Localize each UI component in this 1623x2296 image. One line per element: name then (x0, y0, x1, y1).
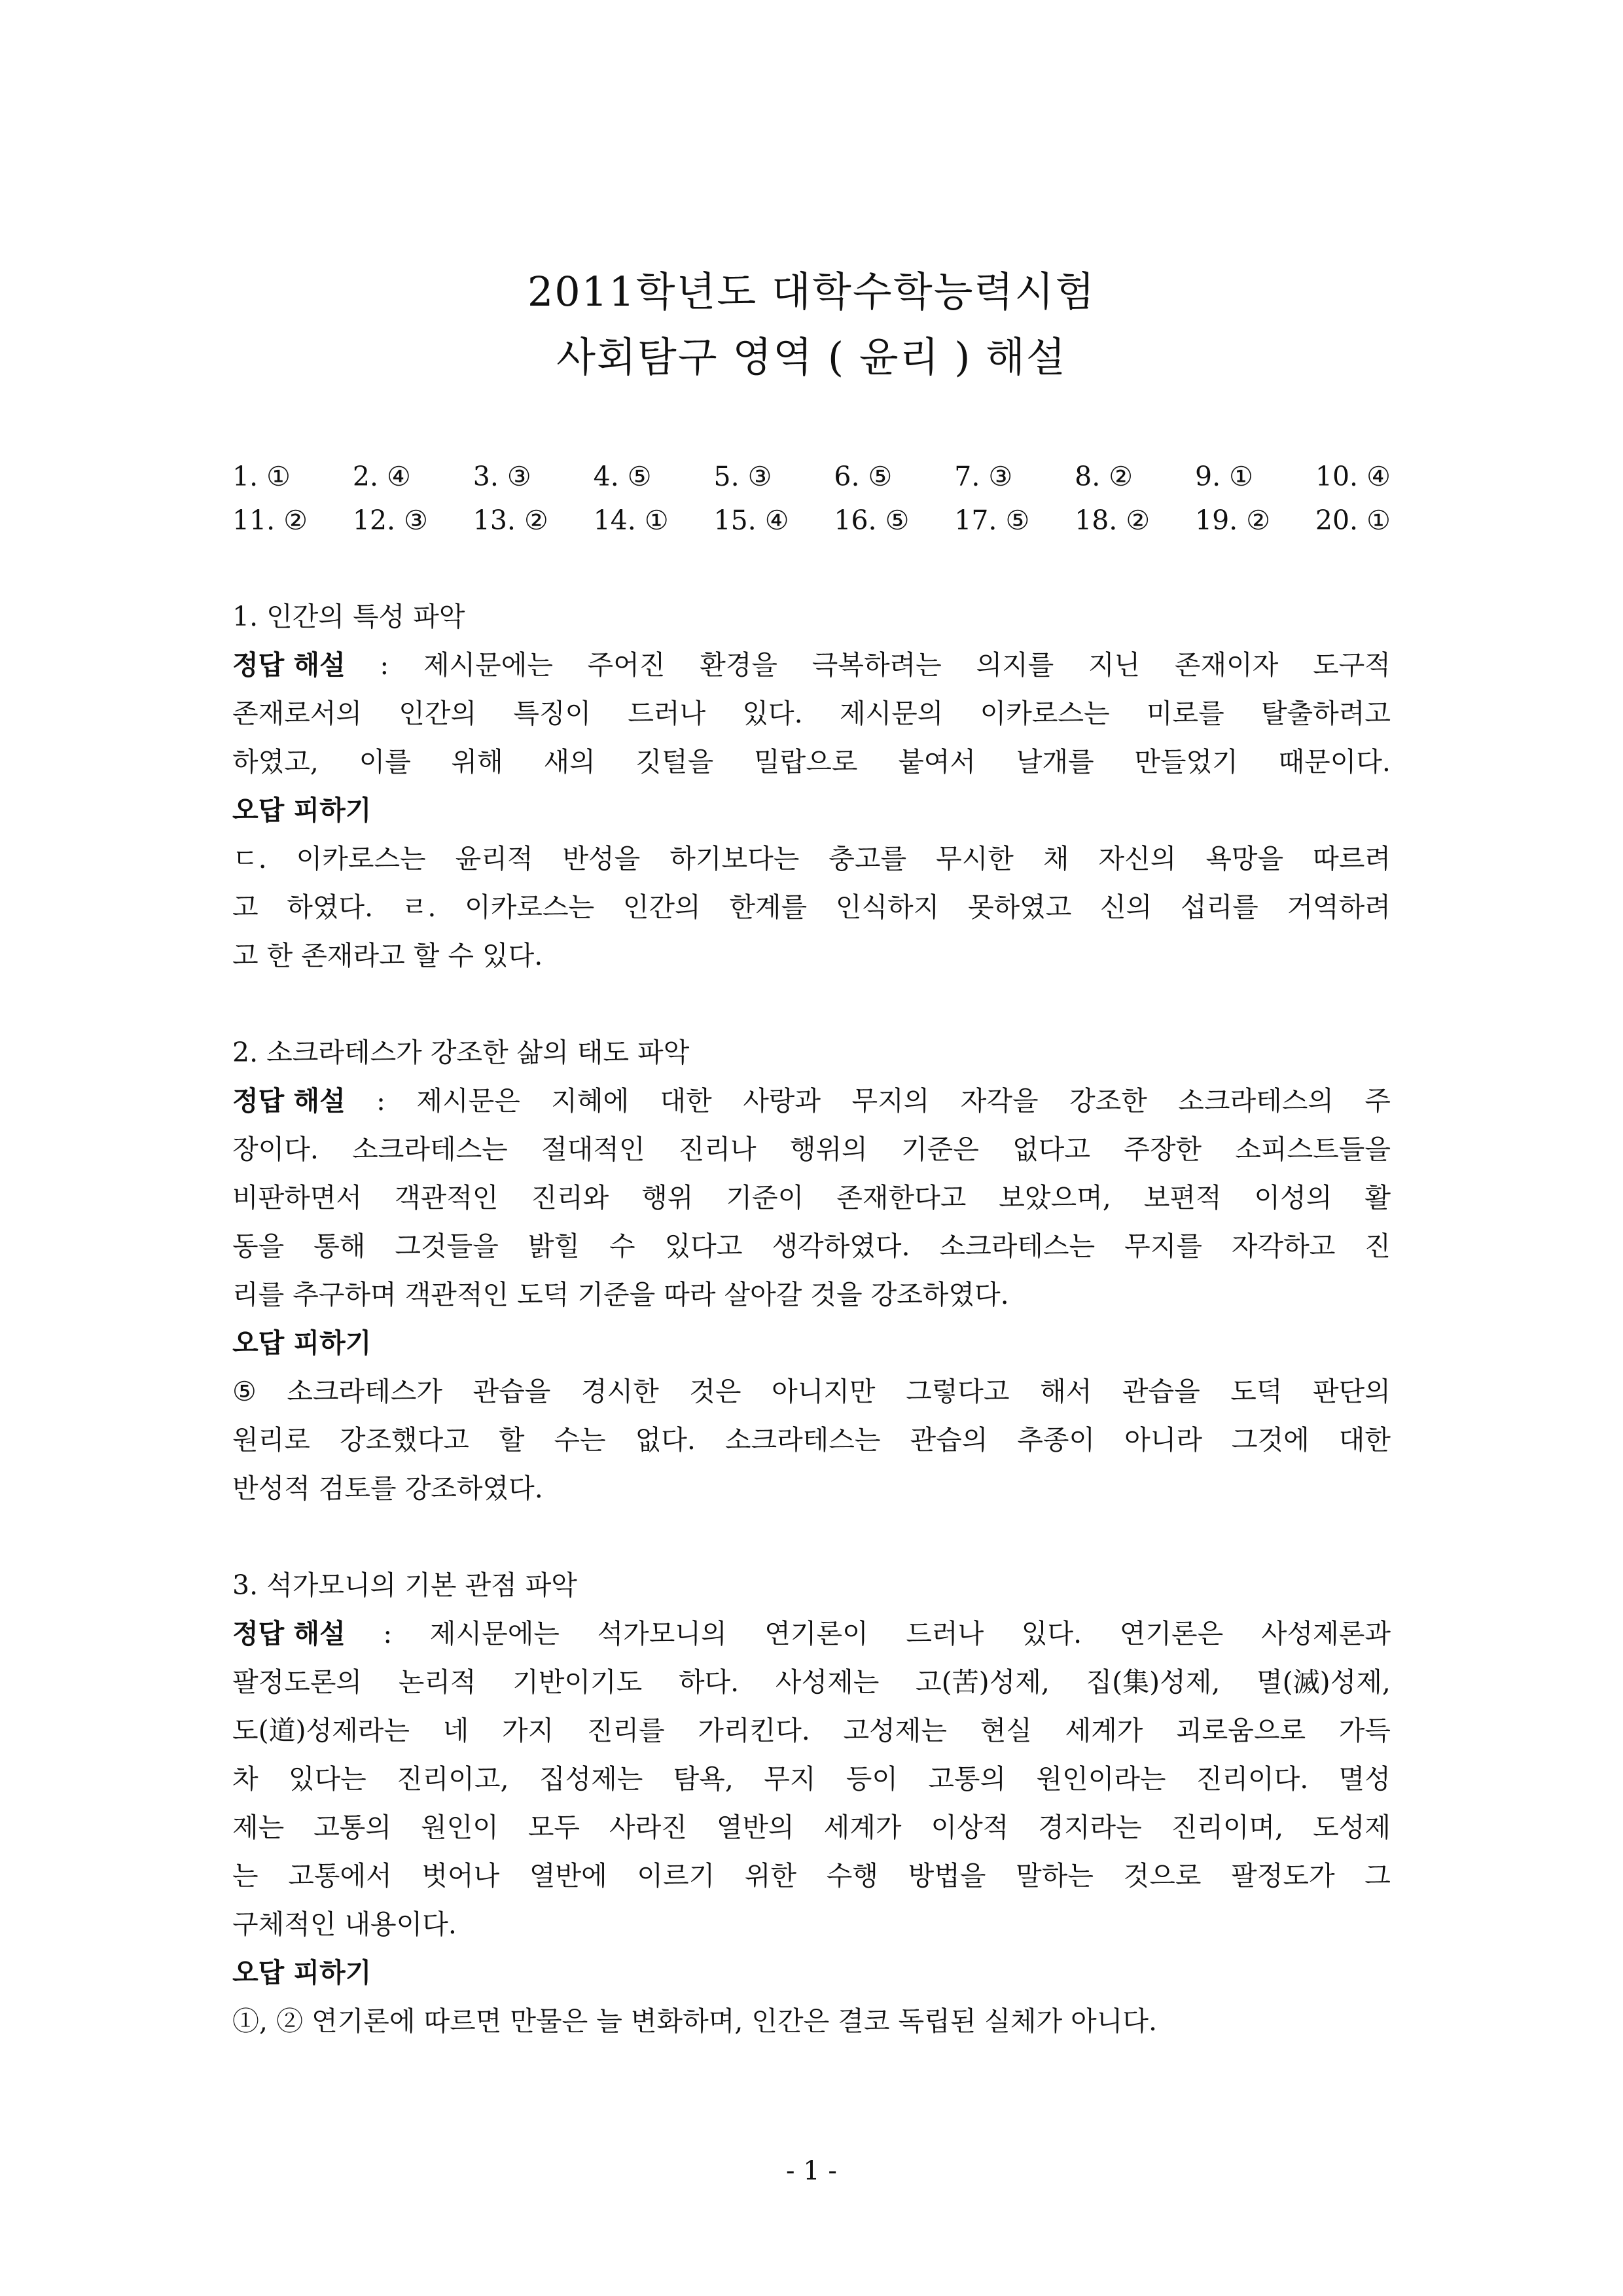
word: 석가모니의 (597, 1618, 727, 1649)
word: 말하는 (1016, 1860, 1094, 1892)
word: 관습의 (910, 1424, 988, 1456)
wrong-answer-label: 오답 피하기 (232, 1957, 372, 1988)
word: 원인이 (421, 1812, 499, 1843)
answer-key-item: 20. ① (1315, 505, 1391, 536)
word: 고(苦)성제, (916, 1666, 1050, 1698)
word: 사랑과 (743, 1085, 821, 1117)
word: 생각하였다. (772, 1230, 910, 1262)
word: 제시문에는 (423, 649, 553, 681)
correct-answer-label: 정답 해설 (232, 1618, 346, 1649)
word: 무지를 (1124, 1230, 1202, 1262)
word: 도성제 (1313, 1812, 1391, 1843)
paragraph-line: 고 한 존재라고 할 수 있다. (232, 940, 543, 971)
word: 팔정도가 (1231, 1860, 1335, 1892)
word: 자각을 (960, 1085, 1039, 1117)
section-heading: 2. 소크라테스가 강조한 삶의 태도 파악 (232, 1037, 690, 1068)
word: 무지 (764, 1763, 816, 1795)
word: 자신의 (1098, 843, 1177, 874)
word: 가득 (1338, 1715, 1391, 1746)
word: 고성제는 (843, 1715, 947, 1746)
word: 팔정도론의 (232, 1666, 363, 1698)
word: 채 (1043, 843, 1069, 874)
word: 제시문에는 (429, 1618, 560, 1649)
word: 진 (1364, 1230, 1391, 1262)
word: 이상적 (931, 1812, 1009, 1843)
word: 특징이 (513, 698, 592, 729)
word: 해서 (1040, 1376, 1092, 1407)
word: 현실 (980, 1715, 1032, 1746)
word: 탈출하려고 (1260, 698, 1391, 729)
word: 없다고 (1012, 1134, 1090, 1165)
word: 환경을 (700, 649, 778, 681)
word: 지닌 (1088, 649, 1141, 681)
answer-key-item: 3. ③ (473, 461, 531, 492)
word: 등이 (846, 1763, 898, 1795)
word: : (380, 649, 389, 681)
word: 보았으며, (999, 1182, 1111, 1213)
paragraph-line: 구체적인 내용이다. (232, 1909, 457, 1940)
word: 차 (232, 1763, 259, 1795)
word: 고통에서 (288, 1860, 392, 1892)
word: 윤리적 (455, 843, 533, 874)
word: 수 (609, 1230, 635, 1262)
word: 제시문은 (416, 1085, 520, 1117)
word: 때문이다. (1278, 746, 1391, 778)
document-title-line-1: 2011학년도 대학수학능력시험 (527, 268, 1096, 315)
word: 기준은 (901, 1134, 979, 1165)
explanation-body (232, 592, 1391, 2094)
answer-key-item: 16. ⑤ (834, 505, 910, 536)
paragraph-line (232, 689, 1391, 738)
word: 괴로움으로 (1176, 1715, 1306, 1746)
word: 하였고, (232, 746, 319, 778)
paragraph-line (232, 834, 1391, 883)
word: 객관적인 (395, 1182, 499, 1213)
word: 절대적인 (541, 1134, 645, 1165)
word: 가리킨다. (698, 1715, 810, 1746)
word: 존재로서의 (232, 698, 363, 729)
word: 드러나 (628, 698, 706, 729)
word: 섭리를 (1180, 891, 1258, 923)
word: 는 (232, 1860, 259, 1892)
answer-key-item: 2. ④ (352, 461, 411, 492)
word: 기반이기도 (512, 1666, 643, 1698)
correct-answer-label: 정답 해설 (232, 649, 346, 681)
word: 이성의 (1254, 1182, 1332, 1213)
word: 하였다. (287, 891, 374, 923)
paragraph-line: ①, ② 연기론에 따르면 만물은 늘 변화하며, 인간은 결코 독립된 실체가 아니다. (232, 2005, 1158, 2037)
answer-key-item: 1. ① (232, 461, 291, 492)
word: 것으로 (1123, 1860, 1202, 1892)
answer-key-row-2 (232, 507, 1391, 534)
answer-key-item: 4. ⑤ (593, 461, 652, 492)
word: 밝힐 (527, 1230, 580, 1262)
word: 사라진 (609, 1812, 687, 1843)
word: 위해 (451, 746, 503, 778)
word: 날개를 (1016, 746, 1094, 778)
word: 만들었기 (1134, 746, 1238, 778)
word: 강조한 (1069, 1085, 1147, 1117)
answer-key-item: 15. ④ (713, 505, 789, 536)
word: 집(集)성제, (1086, 1666, 1221, 1698)
word: 따르려 (1313, 843, 1391, 874)
word: 고 (232, 891, 259, 923)
word: 이카로스는 (465, 891, 595, 923)
word: 그 (1364, 1860, 1391, 1892)
word: 도덕 (1230, 1376, 1283, 1407)
paragraph-line (232, 1852, 1391, 1900)
word: 주장한 (1124, 1134, 1202, 1165)
word: 거역하려 (1287, 891, 1391, 923)
word: 밀랍으로 (754, 746, 858, 778)
word: 열반에 (529, 1860, 607, 1892)
answer-key-item: 10. ④ (1315, 461, 1391, 492)
word: 기준이 (726, 1182, 804, 1213)
word: 그것들을 (395, 1230, 499, 1262)
word: 극복하려는 (812, 649, 942, 681)
paragraph-line (232, 1222, 1391, 1270)
word: 강조했다고 (339, 1424, 469, 1456)
word: 원인이라는 (1036, 1763, 1166, 1795)
word: 그것에 (1231, 1424, 1310, 1456)
word: 있다. (1021, 1618, 1082, 1649)
word: 드러나 (906, 1618, 984, 1649)
word: 있다. (742, 698, 803, 729)
paragraph-line (232, 1125, 1391, 1174)
word: 멸(滅)성제, (1257, 1666, 1391, 1698)
word: 인식하지 (835, 891, 940, 923)
word: 활 (1364, 1182, 1391, 1213)
word: 주어진 (587, 649, 666, 681)
word: 위한 (744, 1860, 797, 1892)
word: 하기보다는 (669, 843, 800, 874)
word: ㄷ. (232, 843, 267, 874)
paragraph-line (232, 1367, 1391, 1416)
word: 아니라 (1124, 1424, 1202, 1456)
answer-key-row-1 (232, 463, 1391, 490)
word: 고통의 (313, 1812, 392, 1843)
word: 그렇다고 (906, 1376, 1010, 1407)
word: 신의 (1100, 891, 1152, 923)
paragraph-line: 반성적 검토를 강조하였다. (232, 1473, 543, 1504)
word: 것은 (689, 1376, 741, 1407)
word: 도(道)성제라는 (232, 1715, 410, 1746)
word: 원리로 (232, 1424, 310, 1456)
document-title-line-2: 사회탐구 영역 ( 윤리 ) 해설 (556, 333, 1067, 381)
word: 무시한 (936, 843, 1014, 874)
word: 하다. (678, 1666, 740, 1698)
word: 수행 (826, 1860, 878, 1892)
word: 대한 (1338, 1424, 1391, 1456)
word: 이를 (359, 746, 411, 778)
word: 통해 (313, 1230, 366, 1262)
answer-key-item: 17. ⑤ (954, 505, 1030, 536)
word: 충고를 (829, 843, 907, 874)
word: 진리이고, (397, 1763, 509, 1795)
word: 도구적 (1313, 649, 1391, 681)
word: 관습을 (473, 1376, 551, 1407)
paragraph-line (232, 1803, 1391, 1852)
word: 진리를 (586, 1715, 665, 1746)
word: 있다는 (288, 1763, 366, 1795)
word: 있다고 (664, 1230, 743, 1262)
word: 동을 (232, 1230, 285, 1262)
answer-key-item: 11. ② (232, 505, 308, 536)
answer-key-item: 14. ① (593, 505, 669, 536)
answer-key-item: 8. ② (1075, 461, 1133, 492)
word: 진리와 (531, 1182, 609, 1213)
explanation-section-2 (232, 1028, 1391, 1513)
word: 지혜에 (551, 1085, 630, 1117)
word: ㄹ. (401, 891, 437, 923)
paragraph-line (232, 738, 1391, 786)
word: 집성제는 (539, 1763, 643, 1795)
word: : (383, 1618, 393, 1649)
word: 인간의 (399, 698, 477, 729)
correct-answer-label: 정답 해설 (232, 1085, 346, 1117)
answer-key-item: 6. ⑤ (834, 461, 893, 492)
word: 제는 (232, 1812, 285, 1843)
word: 소크라테스는 (724, 1424, 881, 1456)
word: 가지 (501, 1715, 554, 1746)
word: 사성제론과 (1260, 1618, 1391, 1649)
word: 장이다. (232, 1134, 319, 1165)
word: 소크라테스가 (287, 1376, 442, 1407)
paragraph-line (232, 883, 1391, 931)
word: 없다. (635, 1424, 696, 1456)
word: 소크라테스는 (939, 1230, 1096, 1262)
word: 소크라테스는 (352, 1134, 508, 1165)
word: 미로를 (1146, 698, 1224, 729)
paragraph-line (232, 641, 1391, 689)
word: 열반의 (716, 1812, 794, 1843)
word: 사성제는 (775, 1666, 880, 1698)
word: 추종이 (1017, 1424, 1096, 1456)
word: 소피스트들을 (1235, 1134, 1391, 1165)
answer-key-item: 5. ③ (713, 461, 772, 492)
word: ⑤ (232, 1376, 257, 1407)
word: 관습을 (1122, 1376, 1200, 1407)
wrong-answer-label: 오답 피하기 (232, 795, 372, 826)
word: 존재이자 (1174, 649, 1279, 681)
word: 소크라테스의 (1178, 1085, 1334, 1117)
word: 한계를 (729, 891, 808, 923)
word: 이카로스는 (980, 698, 1110, 729)
word: 깃털을 (635, 746, 714, 778)
word: 이카로스는 (296, 843, 426, 874)
word: 경지라는 (1038, 1812, 1142, 1843)
answer-key-item: 18. ② (1075, 505, 1150, 536)
word: 존재한다고 (836, 1182, 967, 1213)
paragraph-line (232, 1755, 1391, 1803)
word: 욕망을 (1205, 843, 1284, 874)
explanation-section-1 (232, 592, 1391, 980)
word: 세계가 (1065, 1715, 1143, 1746)
paragraph-line (232, 1077, 1391, 1125)
word: 멸성 (1338, 1763, 1391, 1795)
word: 반성을 (562, 843, 641, 874)
word: 대한 (660, 1085, 712, 1117)
word: 아니지만 (772, 1376, 876, 1407)
section-heading: 1. 인간의 특성 파악 (232, 601, 465, 632)
answer-key-item: 7. ③ (954, 461, 1013, 492)
answer-key-item: 9. ① (1195, 461, 1253, 492)
word: 탐욕, (673, 1763, 734, 1795)
word: 행위의 (789, 1134, 868, 1165)
word: 이르기 (637, 1860, 715, 1892)
word: : (376, 1085, 385, 1117)
word: 판단의 (1313, 1376, 1391, 1407)
word: 인간의 (622, 891, 701, 923)
word: 방법을 (908, 1860, 986, 1892)
word: 진리이며, (1171, 1812, 1284, 1843)
paragraph-line (232, 1658, 1391, 1706)
word: 세계가 (823, 1812, 902, 1843)
word: 진리이다. (1196, 1763, 1309, 1795)
paragraph-line (232, 1174, 1391, 1222)
word: 비판하면서 (232, 1182, 363, 1213)
word: 보편적 (1143, 1182, 1222, 1213)
explanation-section-3 (232, 1561, 1391, 2045)
section-heading: 3. 석가모니의 기본 관점 파악 (232, 1570, 577, 1601)
word: 연기론은 (1119, 1618, 1224, 1649)
word: 모두 (527, 1812, 580, 1843)
paragraph-line: 리를 추구하며 객관적인 도덕 기준을 따라 살아갈 것을 강조하였다. (232, 1279, 1009, 1310)
word: 못하였고 (967, 891, 1072, 923)
paragraph-line (232, 1609, 1391, 1658)
word: 제시문의 (839, 698, 944, 729)
wrong-answer-label: 오답 피하기 (232, 1327, 372, 1359)
word: 행위 (641, 1182, 694, 1213)
word: 할 (498, 1424, 525, 1456)
page-number: - 1 - (786, 2156, 837, 2186)
word: 붙여서 (898, 746, 976, 778)
answer-key-item: 19. ② (1195, 505, 1270, 536)
word: 네 (442, 1715, 469, 1746)
word: 진리나 (678, 1134, 757, 1165)
word: 새의 (543, 746, 596, 778)
word: 논리적 (398, 1666, 476, 1698)
word: 경시한 (580, 1376, 659, 1407)
answer-key-item: 13. ② (473, 505, 548, 536)
paragraph-line (232, 1706, 1391, 1755)
word: 주 (1364, 1085, 1391, 1117)
word: 벗어나 (421, 1860, 500, 1892)
word: 의지를 (976, 649, 1054, 681)
word: 수는 (554, 1424, 606, 1456)
answer-key-item: 12. ③ (352, 505, 428, 536)
word: 고통의 (928, 1763, 1007, 1795)
word: 자각하고 (1231, 1230, 1336, 1262)
word: 무지의 (851, 1085, 930, 1117)
paragraph-line (232, 1416, 1391, 1464)
word: 연기론이 (764, 1618, 868, 1649)
